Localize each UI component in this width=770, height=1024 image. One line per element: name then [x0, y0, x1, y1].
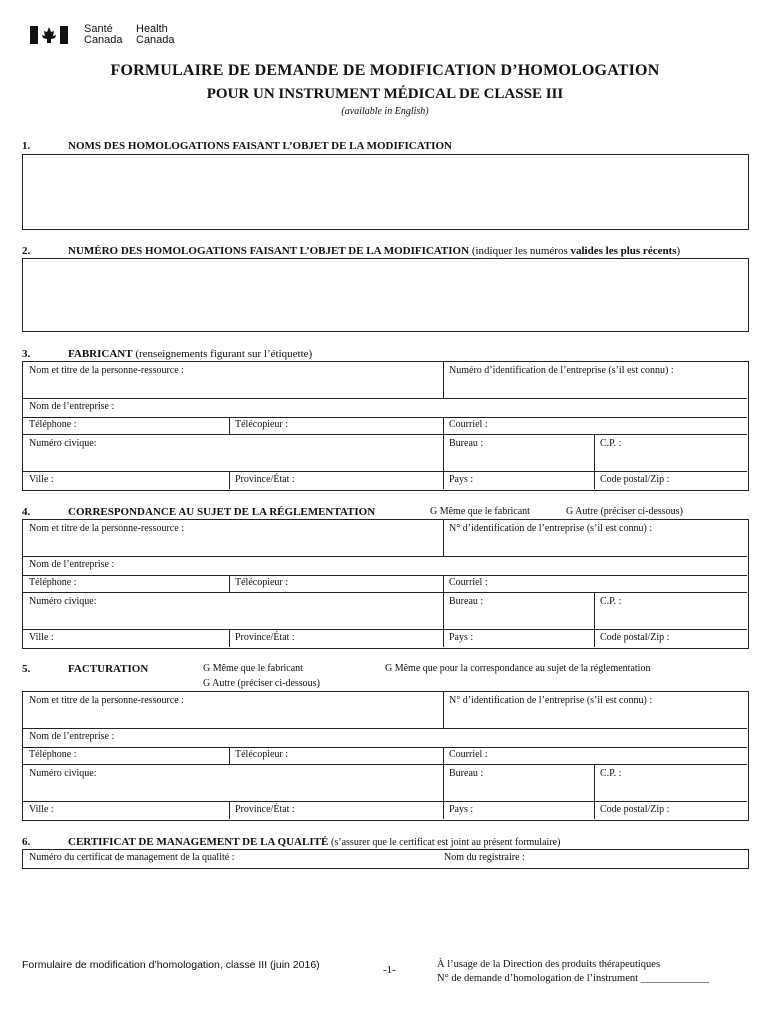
- office-field[interactable]: Bureau :: [449, 596, 484, 607]
- quality-certificate-table: [22, 849, 749, 869]
- company-name-field[interactable]: Nom de l’entreprise :: [29, 401, 115, 412]
- logo-en-line1: Health: [136, 23, 168, 35]
- section-number: 4.: [22, 506, 31, 518]
- section-4-header: [22, 506, 762, 520]
- logo-fr-line2: Canada: [84, 34, 123, 46]
- canada-flag-icon: [30, 24, 68, 46]
- street-number-field[interactable]: Numéro civique:: [29, 596, 97, 607]
- email-field[interactable]: Courriel :: [449, 749, 488, 760]
- office-field[interactable]: Bureau :: [449, 438, 484, 449]
- same-as-manufacturer-checkbox[interactable]: G Même que le fabricant: [203, 663, 303, 674]
- registrar-name-field[interactable]: Nom du registraire :: [444, 852, 525, 863]
- company-id-field[interactable]: Numéro d’identification de l’entreprise (s’il est connu) :: [449, 365, 674, 376]
- same-as-correspondence-checkbox[interactable]: G Même que pour la correspondance au sujet de la réglementation: [385, 663, 651, 674]
- manufacturer-table: [22, 361, 749, 491]
- email-field[interactable]: Courriel :: [449, 577, 488, 588]
- province-field[interactable]: Province/État :: [235, 474, 295, 485]
- section-2-header: [22, 245, 762, 259]
- city-field[interactable]: Ville :: [29, 474, 54, 485]
- regulatory-correspondence-table: [22, 519, 749, 649]
- same-as-manufacturer-checkbox[interactable]: G Même que le fabricant: [430, 506, 530, 517]
- other-checkbox[interactable]: G Autre (préciser ci-dessous): [203, 678, 320, 689]
- contact-name-field[interactable]: Nom et titre de la personne-ressource :: [29, 365, 184, 376]
- available-in-english: (available in English): [341, 106, 429, 117]
- street-number-field[interactable]: Numéro civique:: [29, 438, 97, 449]
- po-box-field[interactable]: C.P. :: [600, 596, 622, 607]
- section-note-post: ): [676, 245, 681, 257]
- registration-numbers-field[interactable]: [22, 258, 749, 332]
- section-title: CERTIFICAT DE MANAGEMENT DE LA QUALITÉ: [68, 836, 329, 848]
- footer-office-use: À l’usage de la Direction des produits thérapeutiques: [437, 959, 661, 970]
- email-field[interactable]: Courriel :: [449, 419, 488, 430]
- section-title: CORRESPONDANCE AU SUJET DE LA RÉGLEMENTATION: [68, 506, 376, 518]
- section-note: (renseignements figurant sur l’étiquette): [135, 348, 313, 360]
- fax-field[interactable]: Télécopieur :: [235, 419, 289, 430]
- registration-names-field[interactable]: [22, 154, 749, 230]
- company-name-field[interactable]: Nom de l’entreprise :: [29, 731, 115, 742]
- section-title: FACTURATION: [68, 663, 149, 675]
- section-number: 1.: [22, 140, 31, 152]
- page-number: -1-: [383, 964, 396, 976]
- city-field[interactable]: Ville :: [29, 632, 54, 643]
- po-box-field[interactable]: C.P. :: [600, 438, 622, 449]
- phone-field[interactable]: Téléphone :: [29, 749, 77, 760]
- fax-field[interactable]: Télécopieur :: [235, 577, 289, 588]
- section-title: NOMS DES HOMOLOGATIONS FAISANT L’OBJET DE LA MODIFICATION: [68, 140, 452, 152]
- section-3-header: [22, 348, 762, 362]
- postal-code-field[interactable]: Code postal/Zip :: [600, 804, 670, 815]
- po-box-field[interactable]: C.P. :: [600, 768, 622, 779]
- office-field[interactable]: Bureau :: [449, 768, 484, 779]
- country-field[interactable]: Pays :: [449, 632, 474, 643]
- section-number: 6.: [22, 836, 31, 848]
- other-checkbox[interactable]: G Autre (préciser ci-dessous): [566, 506, 683, 517]
- section-number: 3.: [22, 348, 31, 360]
- billing-table: [22, 691, 749, 821]
- form-title-line2: POUR UN INSTRUMENT MÉDICAL DE CLASSE III: [206, 86, 564, 102]
- section-note-bold: valides les plus récents: [570, 245, 677, 257]
- section-number: 2.: [22, 245, 31, 257]
- certificate-number-field[interactable]: Numéro du certificat de management de la qualité :: [29, 852, 235, 863]
- province-field[interactable]: Province/État :: [235, 804, 295, 815]
- country-field[interactable]: Pays :: [449, 804, 474, 815]
- company-id-field[interactable]: N° d’identification de l’entreprise (s’il est connu) :: [449, 523, 653, 534]
- section-6-header: [22, 836, 762, 850]
- footer-form-name: Formulaire de modification d’homologation, classe III (juin 2016): [22, 959, 320, 971]
- phone-field[interactable]: Téléphone :: [29, 419, 77, 430]
- section-1-header: [22, 140, 762, 154]
- logo-en-line2: Canada: [136, 34, 175, 46]
- contact-name-field[interactable]: Nom et titre de la personne-ressource :: [29, 523, 184, 534]
- company-name-field[interactable]: Nom de l’entreprise :: [29, 559, 115, 570]
- company-id-field[interactable]: N° d’identification de l’entreprise (s’il est connu) :: [449, 695, 653, 706]
- logo-fr-line1: Santé: [84, 23, 113, 35]
- province-field[interactable]: Province/État :: [235, 632, 295, 643]
- section-note-pre: (indiquer les numéros: [471, 245, 571, 257]
- street-number-field[interactable]: Numéro civique:: [29, 768, 97, 779]
- section-title: FABRICANT: [68, 348, 133, 360]
- city-field[interactable]: Ville :: [29, 804, 54, 815]
- fax-field[interactable]: Télécopieur :: [235, 749, 289, 760]
- contact-name-field[interactable]: Nom et titre de la personne-ressource :: [29, 695, 184, 706]
- footer-application-number[interactable]: N° de demande d’homologation de l’instrument _____________: [437, 973, 709, 984]
- postal-code-field[interactable]: Code postal/Zip :: [600, 474, 670, 485]
- section-number: 5.: [22, 663, 31, 675]
- phone-field[interactable]: Téléphone :: [29, 577, 77, 588]
- section-title: NUMÉRO DES HOMOLOGATIONS FAISANT L’OBJET DE LA MODIFICATION: [68, 245, 470, 257]
- form-title-line1: FORMULAIRE DE DEMANDE DE MODIFICATION D’HOMOLOGATION: [110, 62, 660, 79]
- section-note: (s’assurer que le certificat est joint au présent formulaire): [331, 837, 561, 848]
- section-5-header: [22, 663, 762, 693]
- postal-code-field[interactable]: Code postal/Zip :: [600, 632, 670, 643]
- country-field[interactable]: Pays :: [449, 474, 474, 485]
